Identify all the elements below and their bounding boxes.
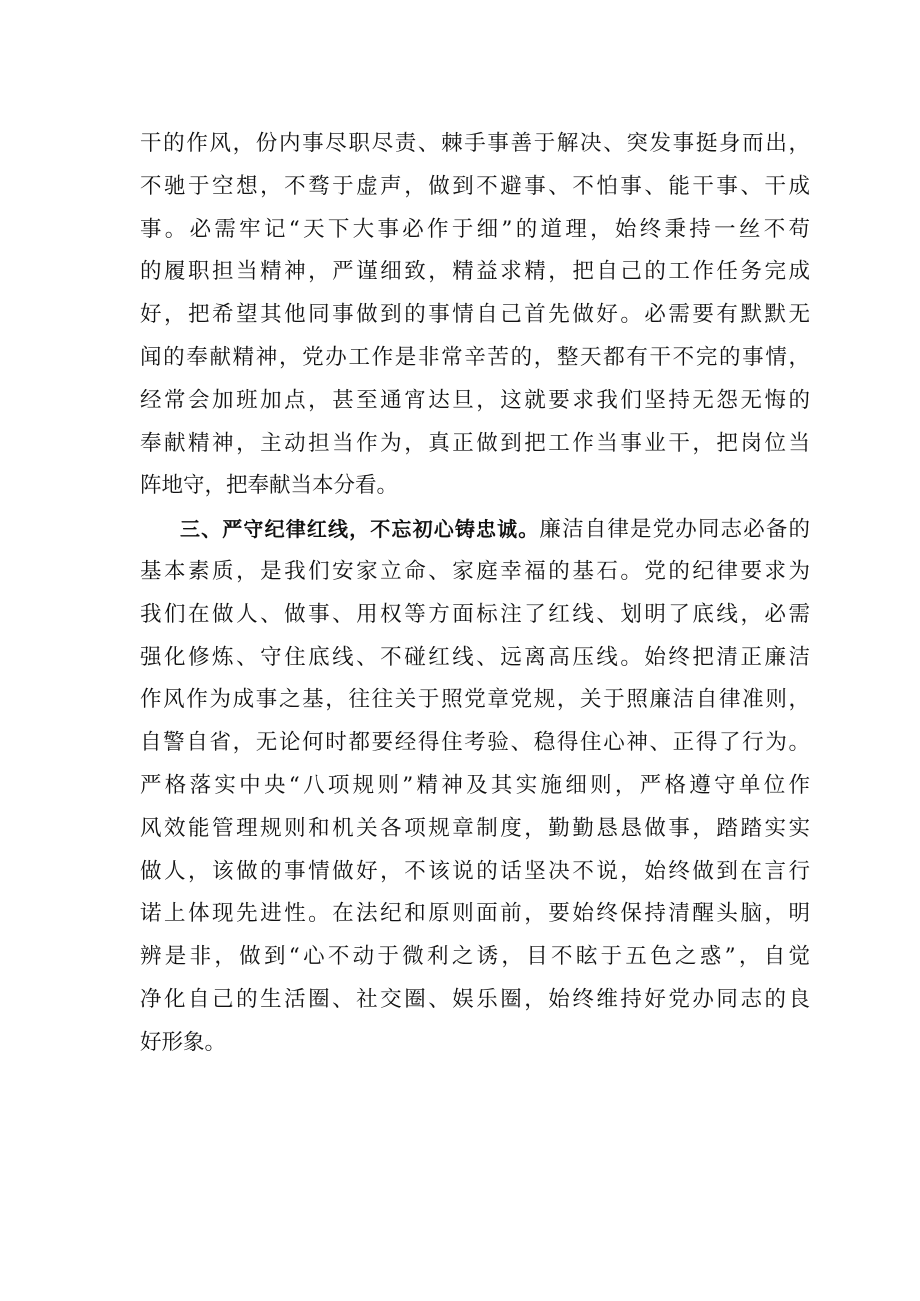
paragraph-line: 好，把希望其他同事做到的事情自己首先做好。必需要有默默无 [140, 302, 810, 328]
paragraph-line: 基本素质，是我们安家立命、家庭幸福的基石。党的纪律要求为 [140, 558, 810, 584]
section-heading: 三、严守纪律红线，不忘初心铸忠诚。 [180, 517, 540, 542]
paragraph-line: 事。必需牢记“天下大事必作于细”的道理，始终秉持一丝不苟 [140, 216, 810, 242]
heading-line-rest: 廉洁自律是党办同志必备的 [539, 517, 810, 543]
paragraph-line: 诺上体现先进性。在法纪和原则面前，要始终保持清醒头脑，明 [140, 901, 810, 927]
paragraph-line: 阵地守，把奉献当本分看。 [140, 473, 399, 499]
paragraph-line: 强化修炼、守住底线、不碰红线、远离高压线。始终把清正廉洁 [140, 644, 810, 670]
paragraph-first-line [140, 508, 810, 551]
paragraph-line: 的履职担当精神，严谨细致，精益求精，把自己的工作任务完成 [140, 259, 810, 285]
document-body [140, 123, 810, 1065]
paragraph-line: 严格落实中央“八项规则”精神及其实施细则，严格遵守单位作 [140, 772, 810, 798]
paragraph-line: 自警自省，无论何时都要经得住考验、稳得住心神、正得了行为。 [140, 730, 810, 756]
paragraph-line: 好形象。 [140, 1029, 227, 1055]
paragraph-line: 辨是非，做到“心不动于微利之诱，目不眩于五色之惑”，自觉 [140, 944, 810, 970]
paragraph-line: 净化自己的生活圈、社交圈、娱乐圈，始终维持好党办同志的良 [140, 986, 810, 1012]
paragraph-2 [140, 508, 810, 1064]
paragraph-line: 作风作为成事之基，往往关于照党章党规，关于照廉洁自律准则， [140, 687, 810, 713]
paragraph-line: 做人，该做的事情做好，不该说的话坚决不说，始终做到在言行 [140, 858, 810, 884]
paragraph-line: 风效能管理规则和机关各项规章制度，勤勤恳恳做事，踏踏实实 [140, 815, 810, 841]
paragraph-line: 经常会加班加点，甚至通宵达旦，这就要求我们坚持无怨无悔的 [140, 387, 810, 413]
paragraph-line: 我们在做人、做事、用权等方面标注了红线、划明了底线，必需 [140, 601, 810, 627]
paragraph-line: 不驰于空想，不骛于虚声，做到不避事、不怕事、能干事、干成 [140, 173, 810, 199]
paragraph-line: 闻的奉献精神，党办工作是非常辛苦的，整天都有干不完的事情， [140, 344, 810, 370]
paragraph-line: 奉献精神，主动担当作为，真正做到把工作当事业干，把岗位当 [140, 430, 810, 456]
paragraph-1 [140, 123, 810, 508]
paragraph-line: 干的作风，份内事尽职尽责、棘手事善于解决、突发事挺身而出， [140, 131, 810, 156]
